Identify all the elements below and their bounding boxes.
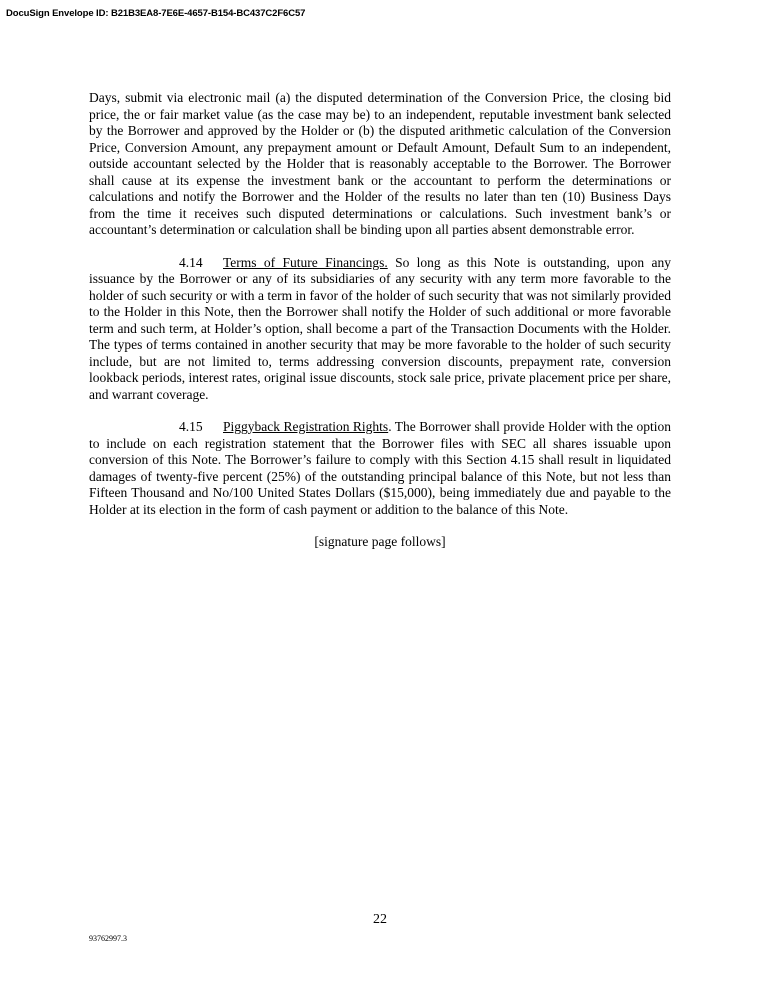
continuation-paragraph: Days, submit via electronic mail (a) the disputed determination of the Conversion Price, the closing bid price, the or fair market value (as the case may be) to an independent, reputable investment bank selected by the Borrower and approved by the Holder or (b) the disputed arithmetic calculation of the Conversion Price, Conversion Amount, any prepayment amount or Default Amount, Default Sum to an independent, outside accountant selected by the Holder that is reasonably acceptable to the Borrower. The Borrower shall cause at its expense the investment bank or the accountant to perform the determinations or calculations and notify the Borrower and the Holder of the results no later than ten (10) Business Days from the time it receives such disputed determinations or calculations. Such investment bank’s or accountant’s determination or calculation shall be binding upon all parties absent demonstrable error. <box>89 90 671 237</box>
section-title: Terms of Future Financings. <box>223 254 388 270</box>
section-title: Piggyback Registration Rights <box>223 419 389 434</box>
section-text: So long as this Note is outstanding, upon any issuance by the Borrower or any of its subsidiaries of any security with any term more favorable to the holder of such security or with a term in favor of the holder of such security that was not similarly provided to the Holder in this Note, then the Borrower shall notify the Holder of such additional or more favorable term and such term, at Holder’s option, shall become a part of the Transaction Documents with the Holder. The types of terms contained in another security that may be more favorable to the holder of such security include, but are not limited to, terms addressing conversion discounts, prepayment rate, conversion lookback periods, interest rates, original issue discounts, stock sale price, private placement price per share, and warrant coverage. <box>89 254 671 402</box>
section-4-15-paragraph <box>89 419 671 518</box>
section-number: 4.15 <box>179 419 203 434</box>
document-id: 93762997.3 <box>89 934 127 943</box>
page-number: 22 <box>373 912 387 927</box>
signature-page-note: [signature page follows] <box>314 534 446 549</box>
docusign-envelope-id: DocuSign Envelope ID: B21B3EA8-7E6E-4657-B154-BC437C2F6C57 <box>6 8 306 19</box>
document-body <box>89 90 671 551</box>
section-text: . The Borrower shall provide Holder with the option to include on each registration statement that the Borrower files with SEC all shares issuable upon conversion of this Note. The Borrower’s failure to comply with this Section 4.15 shall result in liquidated damages of twenty-five percent (25%) of the outstanding principal balance of this Note, but not less than Fifteen Thousand and No/100 United States Dollars ($15,000), being immediately due and payable to the Holder at its election in the form of cash payment or addition to the balance of this Note. <box>89 419 671 517</box>
section-4-14-paragraph <box>89 255 671 404</box>
section-number: 4.14 <box>179 254 203 270</box>
